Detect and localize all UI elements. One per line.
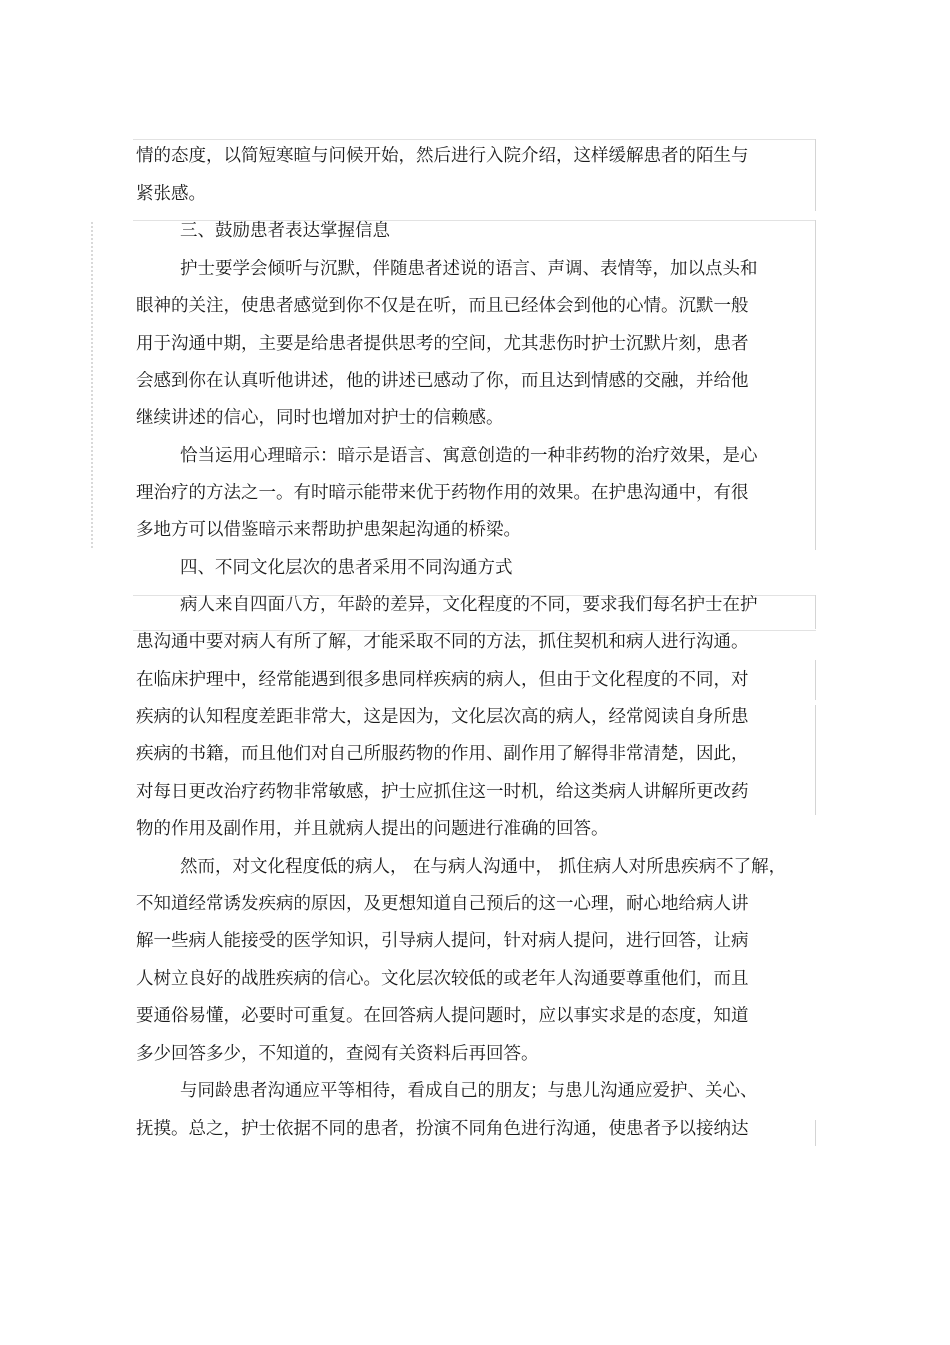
text-line: 继续讲述的信心，同时也增加对护士的信赖感。 bbox=[136, 408, 504, 428]
border-line bbox=[815, 139, 816, 211]
text-line: 会感到你在认真听他讲述，他的讲述已感动了你，而且达到情感的交融，并给他 bbox=[136, 371, 749, 391]
border-line bbox=[815, 660, 816, 700]
text-line: 多地方可以借鉴暗示来帮助护患架起沟通的桥梁。 bbox=[136, 520, 521, 540]
text-line: 紧张感。 bbox=[136, 184, 206, 204]
border-line bbox=[815, 1120, 816, 1146]
text-line: 多少回答多少，不知道的，查阅有关资料后再回答。 bbox=[136, 1044, 539, 1064]
text-line: 病人来自四面八方，年龄的差异，文化程度的不同，要求我们每名护士在护 bbox=[180, 595, 758, 615]
text-line: 护士要学会倾听与沉默，伴随患者述说的语言、声调、表情等，加以点头和 bbox=[180, 259, 758, 279]
section-heading: 四、不同文化层次的患者采用不同沟通方式 bbox=[180, 558, 513, 578]
text-line: 物的作用及副作用，并且就病人提出的问题进行准确的回答。 bbox=[136, 819, 609, 839]
border-line bbox=[133, 139, 816, 140]
text-line: 不知道经常诱发疾病的原因，及更想知道自己预后的这一心理，耐心地给病人讲 bbox=[136, 894, 749, 914]
border-line bbox=[815, 745, 816, 815]
text-line: 眼神的关注，使患者感觉到你不仅是在听，而且已经体会到他的心情。沉默一般 bbox=[136, 296, 749, 316]
text-line: 与同龄患者沟通应平等相待，看成自己的朋友；与患儿沟通应爱护、关心、 bbox=[180, 1081, 758, 1101]
text-line: 疾病的认知程度差距非常大，这是因为，文化层次高的病人，经常阅读自身所患 bbox=[136, 707, 749, 727]
text-line: 疾病的书籍，而且他们对自己所服药物的作用、副作用了解得非常清楚，因此， bbox=[136, 744, 749, 764]
text-line: 然而，对文化程度低的病人， 在与病人沟通中， 抓住病人对所患疾病不了解， bbox=[180, 857, 787, 877]
text-line: 要通俗易懂，必要时可重复。在回答病人提问题时，应以事实求是的态度，知道 bbox=[136, 1006, 749, 1026]
text-line: 抚摸。总之，护士依据不同的患者，扮演不同角色进行沟通，使患者予以接纳达 bbox=[136, 1119, 749, 1139]
border-line bbox=[815, 705, 816, 745]
text-line: 在临床护理中，经常能遇到很多患同样疾病的病人，但由于文化程度的不同，对 bbox=[136, 670, 749, 690]
text-line: 患沟通中要对病人有所了解，才能采取不同的方法，抓住契机和病人进行沟通。 bbox=[136, 632, 749, 652]
text-line: 恰当运用心理暗示：暗示是语言、寓意创造的一种非药物的治疗效果，是心 bbox=[180, 446, 758, 466]
text-line: 对每日更改治疗药物非常敏感，护士应抓住这一时机，给这类病人讲解所更改药 bbox=[136, 782, 749, 802]
text-line: 情的态度，以简短寒暄与问候开始，然后进行入院介绍，这样缓解患者的陌生与 bbox=[136, 146, 749, 166]
text-line: 人树立良好的战胜疾病的信心。文化层次较低的或老年人沟通要尊重他们，而且 bbox=[136, 969, 749, 989]
text-line: 解一些病人能接受的医学知识，引导病人提问，针对病人提问，进行回答，让病 bbox=[136, 931, 749, 951]
border-line bbox=[815, 595, 816, 629]
border-line bbox=[815, 220, 816, 550]
margin-dotted-line bbox=[91, 222, 93, 548]
section-heading: 三、鼓励患者表达掌握信息 bbox=[180, 221, 390, 241]
text-line: 理治疗的方法之一。有时暗示能带来优于药物作用的效果。在护患沟通中，有很 bbox=[136, 483, 749, 503]
text-line: 用于沟通中期，主要是给患者提供思考的空间，尤其悲伤时护士沉默片刻，患者 bbox=[136, 334, 749, 354]
